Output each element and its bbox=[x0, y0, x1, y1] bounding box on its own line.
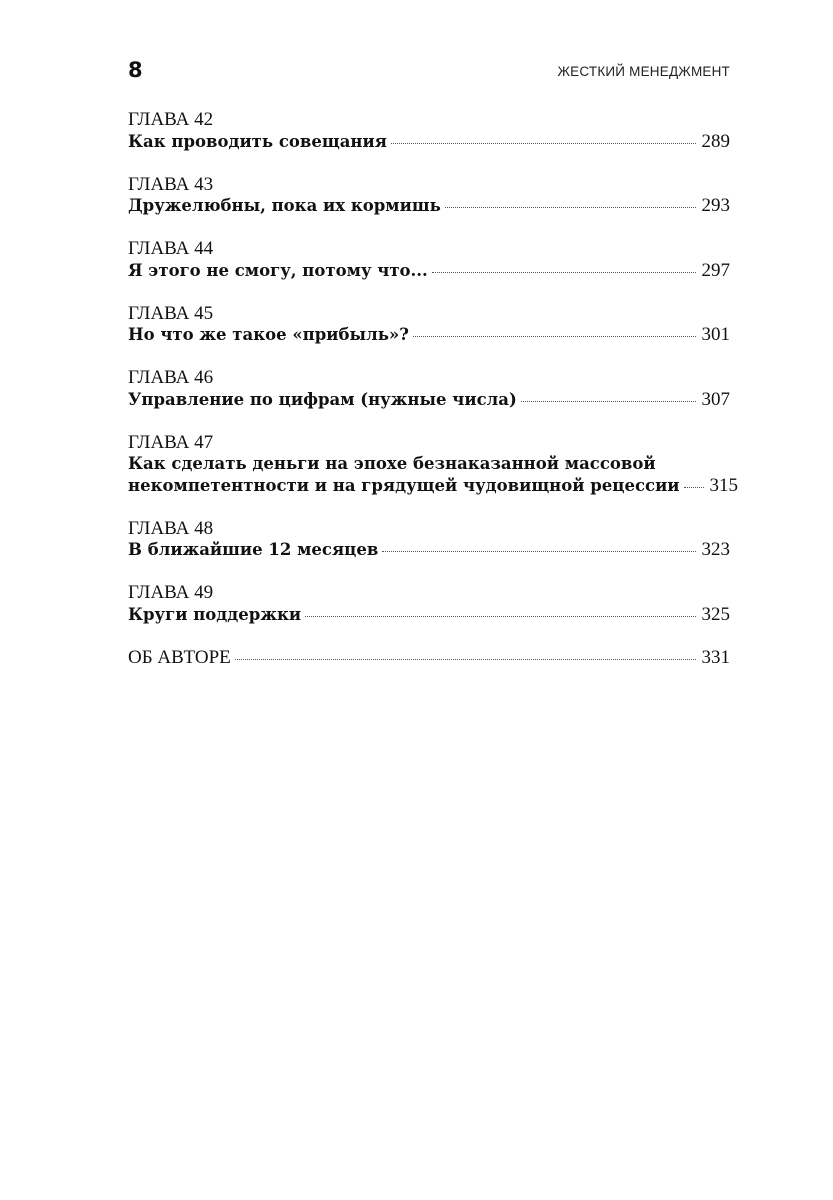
chapter-title-line-2: некомпетентности и на грядущей чудовищной рецессии bbox=[128, 475, 680, 495]
page-number: 8 bbox=[128, 58, 143, 82]
dot-leader bbox=[413, 336, 696, 337]
page-ref: 331 bbox=[701, 646, 730, 668]
chapter-label: ГЛАВА 44 bbox=[128, 238, 214, 259]
page-ref: 293 bbox=[701, 195, 730, 216]
chapter-label: ГЛАВА 48 bbox=[128, 517, 214, 539]
page-ref: 297 bbox=[701, 259, 730, 281]
dot-leader bbox=[391, 143, 696, 144]
toc-entry-45[interactable] bbox=[128, 303, 730, 346]
chapter-title: Но что же такое «прибыль»? bbox=[128, 325, 409, 344]
dot-leader bbox=[305, 616, 695, 617]
chapter-title: Я этого не смогу, потому что... bbox=[128, 260, 428, 280]
toc-entry-43[interactable] bbox=[128, 174, 730, 217]
chapter-title: Как проводить совещания bbox=[128, 131, 387, 151]
chapter-title: Круги поддержки bbox=[128, 604, 302, 624]
chapter-title-line-1: Как сделать деньги на эпохе безнаказанной массовой bbox=[128, 454, 656, 473]
chapter-label: ГЛАВА 42 bbox=[128, 109, 214, 130]
chapter-label: ГЛАВА 45 bbox=[128, 302, 214, 324]
chapter-label: ГЛАВА 46 bbox=[128, 367, 214, 388]
toc-entry-44[interactable] bbox=[128, 238, 730, 281]
dot-leader bbox=[382, 551, 695, 552]
dot-leader bbox=[432, 272, 696, 273]
chapter-title: Управление по цифрам (нужные числа) bbox=[128, 389, 517, 409]
chapter-label: ГЛАВА 47 bbox=[128, 431, 214, 453]
toc-entry-49[interactable] bbox=[128, 582, 730, 625]
chapter-title: В ближайшие 12 месяцев bbox=[128, 540, 379, 559]
page-ref: 315 bbox=[709, 474, 739, 496]
toc-entry-42[interactable] bbox=[128, 109, 730, 152]
toc-entry-48[interactable] bbox=[128, 518, 730, 561]
toc-entry-about-author[interactable] bbox=[128, 647, 730, 669]
page-ref: 301 bbox=[701, 324, 730, 345]
page-ref: 323 bbox=[701, 539, 730, 560]
chapter-label: ГЛАВА 49 bbox=[128, 582, 214, 603]
chapter-label: ГЛАВА 43 bbox=[128, 173, 214, 195]
dot-leader bbox=[684, 487, 704, 488]
dot-leader bbox=[445, 207, 696, 208]
table-of-contents bbox=[128, 109, 739, 690]
chapter-title: Дружелюбны, пока их кормишь bbox=[128, 196, 441, 215]
toc-entry-47[interactable] bbox=[128, 431, 739, 497]
dot-leader bbox=[521, 401, 696, 402]
page-ref: 307 bbox=[701, 388, 730, 410]
running-title: ЖЕСТКИЙ МЕНЕДЖМЕНТ bbox=[557, 64, 730, 79]
toc-entry-46[interactable] bbox=[128, 367, 730, 410]
dot-leader bbox=[235, 659, 696, 660]
page-ref: 325 bbox=[701, 603, 730, 625]
page-ref: 289 bbox=[701, 130, 730, 152]
about-author-title: ОБ АВТОРЕ bbox=[128, 646, 231, 668]
